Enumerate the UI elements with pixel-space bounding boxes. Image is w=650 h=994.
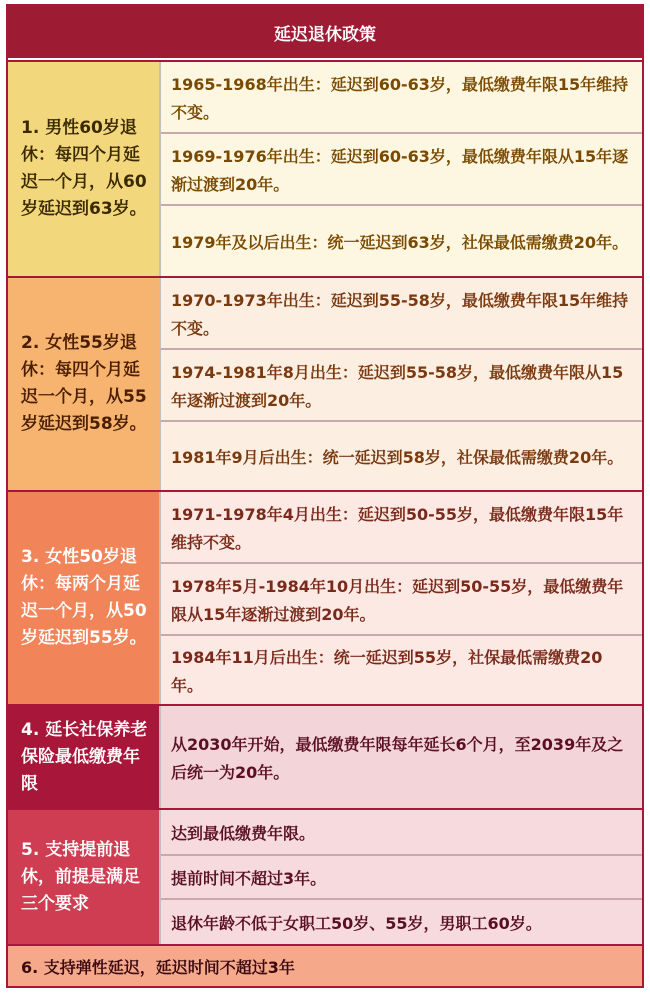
policy-row: 1974-1981年8月出生：延迟到55-58岁，最低缴费年限从15年逐渐过渡到20年。 — [161, 348, 642, 420]
section-label: 1. 男性60岁退休：每四个月延迟一个月，从60岁延迟到63岁。 — [8, 62, 161, 276]
policy-row: 1978年5月-1984年10月出生：延迟到50-55岁，最低缴费年限从15年逐渐过渡到20年。 — [161, 562, 642, 634]
table-title: 延迟退休政策 — [8, 6, 642, 60]
section-male-60 — [8, 60, 642, 276]
section-label: 3. 女性50岁退休：每两个月延迟一个月，从50岁延迟到55岁。 — [8, 492, 161, 704]
section-min-contribution — [8, 704, 642, 808]
policy-row: 从2030年开始，最低缴费年限每年延长6个月，至2039年及之后统一为20年。 — [171, 735, 624, 782]
policy-row: 1970-1973年出生：延迟到55-58岁，最低缴费年限15年维持不变。 — [171, 291, 629, 338]
section-rows — [161, 810, 642, 944]
section-rows — [161, 62, 642, 276]
policy-row: 1979年及以后出生：统一延迟到63岁，社保最低需缴费20年。 — [161, 204, 642, 276]
policy-row: 1984年11月后出生：统一延迟到55岁，社保最低需缴费20年。 — [161, 634, 642, 704]
section-rows — [161, 278, 642, 490]
policy-row: 达到最低缴费年限。 — [171, 824, 316, 843]
section-female-55 — [8, 276, 642, 490]
policy-row: 退休年龄不低于女职工50岁、55岁，男职工60岁。 — [161, 898, 642, 944]
policy-row: 1971-1978年4月出生：延迟到50-55岁，最低缴费年限15年维持不变。 — [171, 505, 624, 552]
policy-row: 1969-1976年出生：延迟到60-63岁，最低缴费年限从15年逐渐过渡到20年。 — [161, 132, 642, 204]
footer-text: 6. 支持弹性延迟，延迟时间不超过3年 — [21, 957, 295, 977]
section-label: 4. 延长社保养老保险最低缴费年限 — [8, 706, 161, 808]
section-rows — [161, 492, 642, 704]
section-label: 2. 女性55岁退休：每四个月延迟一个月，从55岁延迟到58岁。 — [8, 278, 161, 490]
policy-row: 1965-1968年出生：延迟到60-63岁，最低缴费年限15年维持不变。 — [171, 75, 629, 122]
policy-row: 1981年9月后出生：统一延迟到58岁，社保最低需缴费20年。 — [161, 420, 642, 490]
policy-table — [6, 4, 644, 988]
section-female-50 — [8, 490, 642, 704]
section-flexible-delay — [8, 944, 642, 986]
section-rows — [161, 706, 642, 808]
section-early-retirement — [8, 808, 642, 944]
policy-row: 提前时间不超过3年。 — [161, 854, 642, 898]
section-label: 5. 支持提前退休，前提是满足三个要求 — [8, 810, 161, 944]
